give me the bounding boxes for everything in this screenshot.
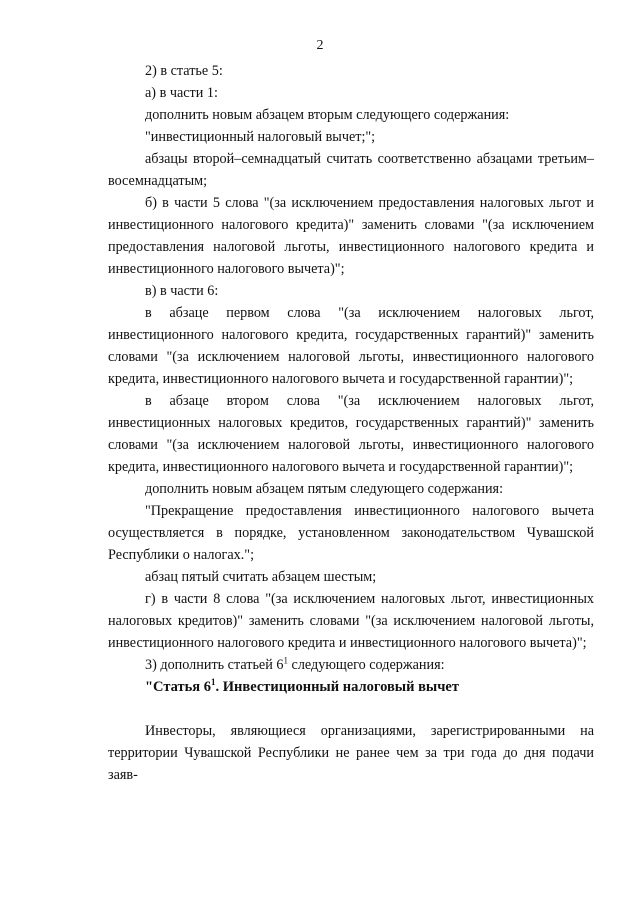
blank-line	[108, 698, 594, 720]
paragraph: дополнить новым абзацем пятым следующего содержания:	[145, 481, 504, 497]
paragraph-item-3	[108, 654, 594, 676]
document-body	[108, 60, 594, 786]
paragraph: б) в части 5 слова "(за исключением предоставления налоговых льгот и инвестиционного налогового кредита)" заменить словами "(за исключением предоставления налоговой льготы, инвестиционного налогового кредита и инвестиционного налогового вычета)";	[108, 195, 594, 277]
item3-text-end: следующего содержания:	[287, 657, 445, 673]
item3-superscript: 1	[283, 655, 288, 666]
article-heading-superscript: 1	[211, 677, 216, 688]
paragraph: в абзаце первом слова "(за исключением налоговых льгот, инвестиционного налогового кредита, государственных гарантий)" заменить словами "(за исключением налоговой льготы, инвестиционного налогового кредита, инвестиционного налогового вычета и государственной гарантии)";	[108, 305, 594, 387]
paragraph: г) в части 8 слова "(за исключением налоговых льгот, инвестиционных налоговых кредитов)" заменить словами "(за исключением налоговой льготы, инвестиционного налогового кредита и инвестиционного налогового вычета)";	[108, 591, 594, 651]
paragraph: а) в части 1:	[145, 85, 218, 101]
paragraph: "инвестиционный налоговый вычет;";	[145, 129, 376, 145]
page-number: 2	[316, 38, 324, 53]
article-heading-title: . Инвестиционный налоговый вычет	[215, 679, 459, 695]
paragraph: в абзаце втором слова "(за исключением налоговых льгот, инвестиционных налоговых кредитов, государственных гарантий)" заменить словами "(за исключением налоговой льготы, инвестиционного налогового кредита, инвестиционного налогового вычета и государственной гарантии)";	[108, 393, 594, 475]
item3-text: 3) дополнить статьей 6	[145, 657, 284, 673]
paragraph: 2) в статье 5:	[145, 63, 223, 79]
article-heading	[108, 676, 594, 698]
article-heading-text: "Статья 6	[145, 679, 212, 695]
paragraph: абзац пятый считать абзацем шестым;	[145, 569, 377, 585]
paragraph: Инвесторы, являющиеся организациями, зарегистрированными на территории Чувашской Республики не ранее чем за три года до дня подачи заяв-	[108, 723, 594, 783]
paragraph: дополнить новым абзацем вторым следующего содержания:	[145, 107, 510, 123]
paragraph: "Прекращение предоставления инвестиционного налогового вычета осуществляется в порядке, установленном законодательством Чувашской Республики о налогах.";	[108, 503, 594, 563]
paragraph: абзацы второй–семнадцатый считать соответственно абзацами третьим–восемнадцатым;	[108, 151, 594, 189]
paragraph: в) в части 6:	[145, 283, 219, 299]
